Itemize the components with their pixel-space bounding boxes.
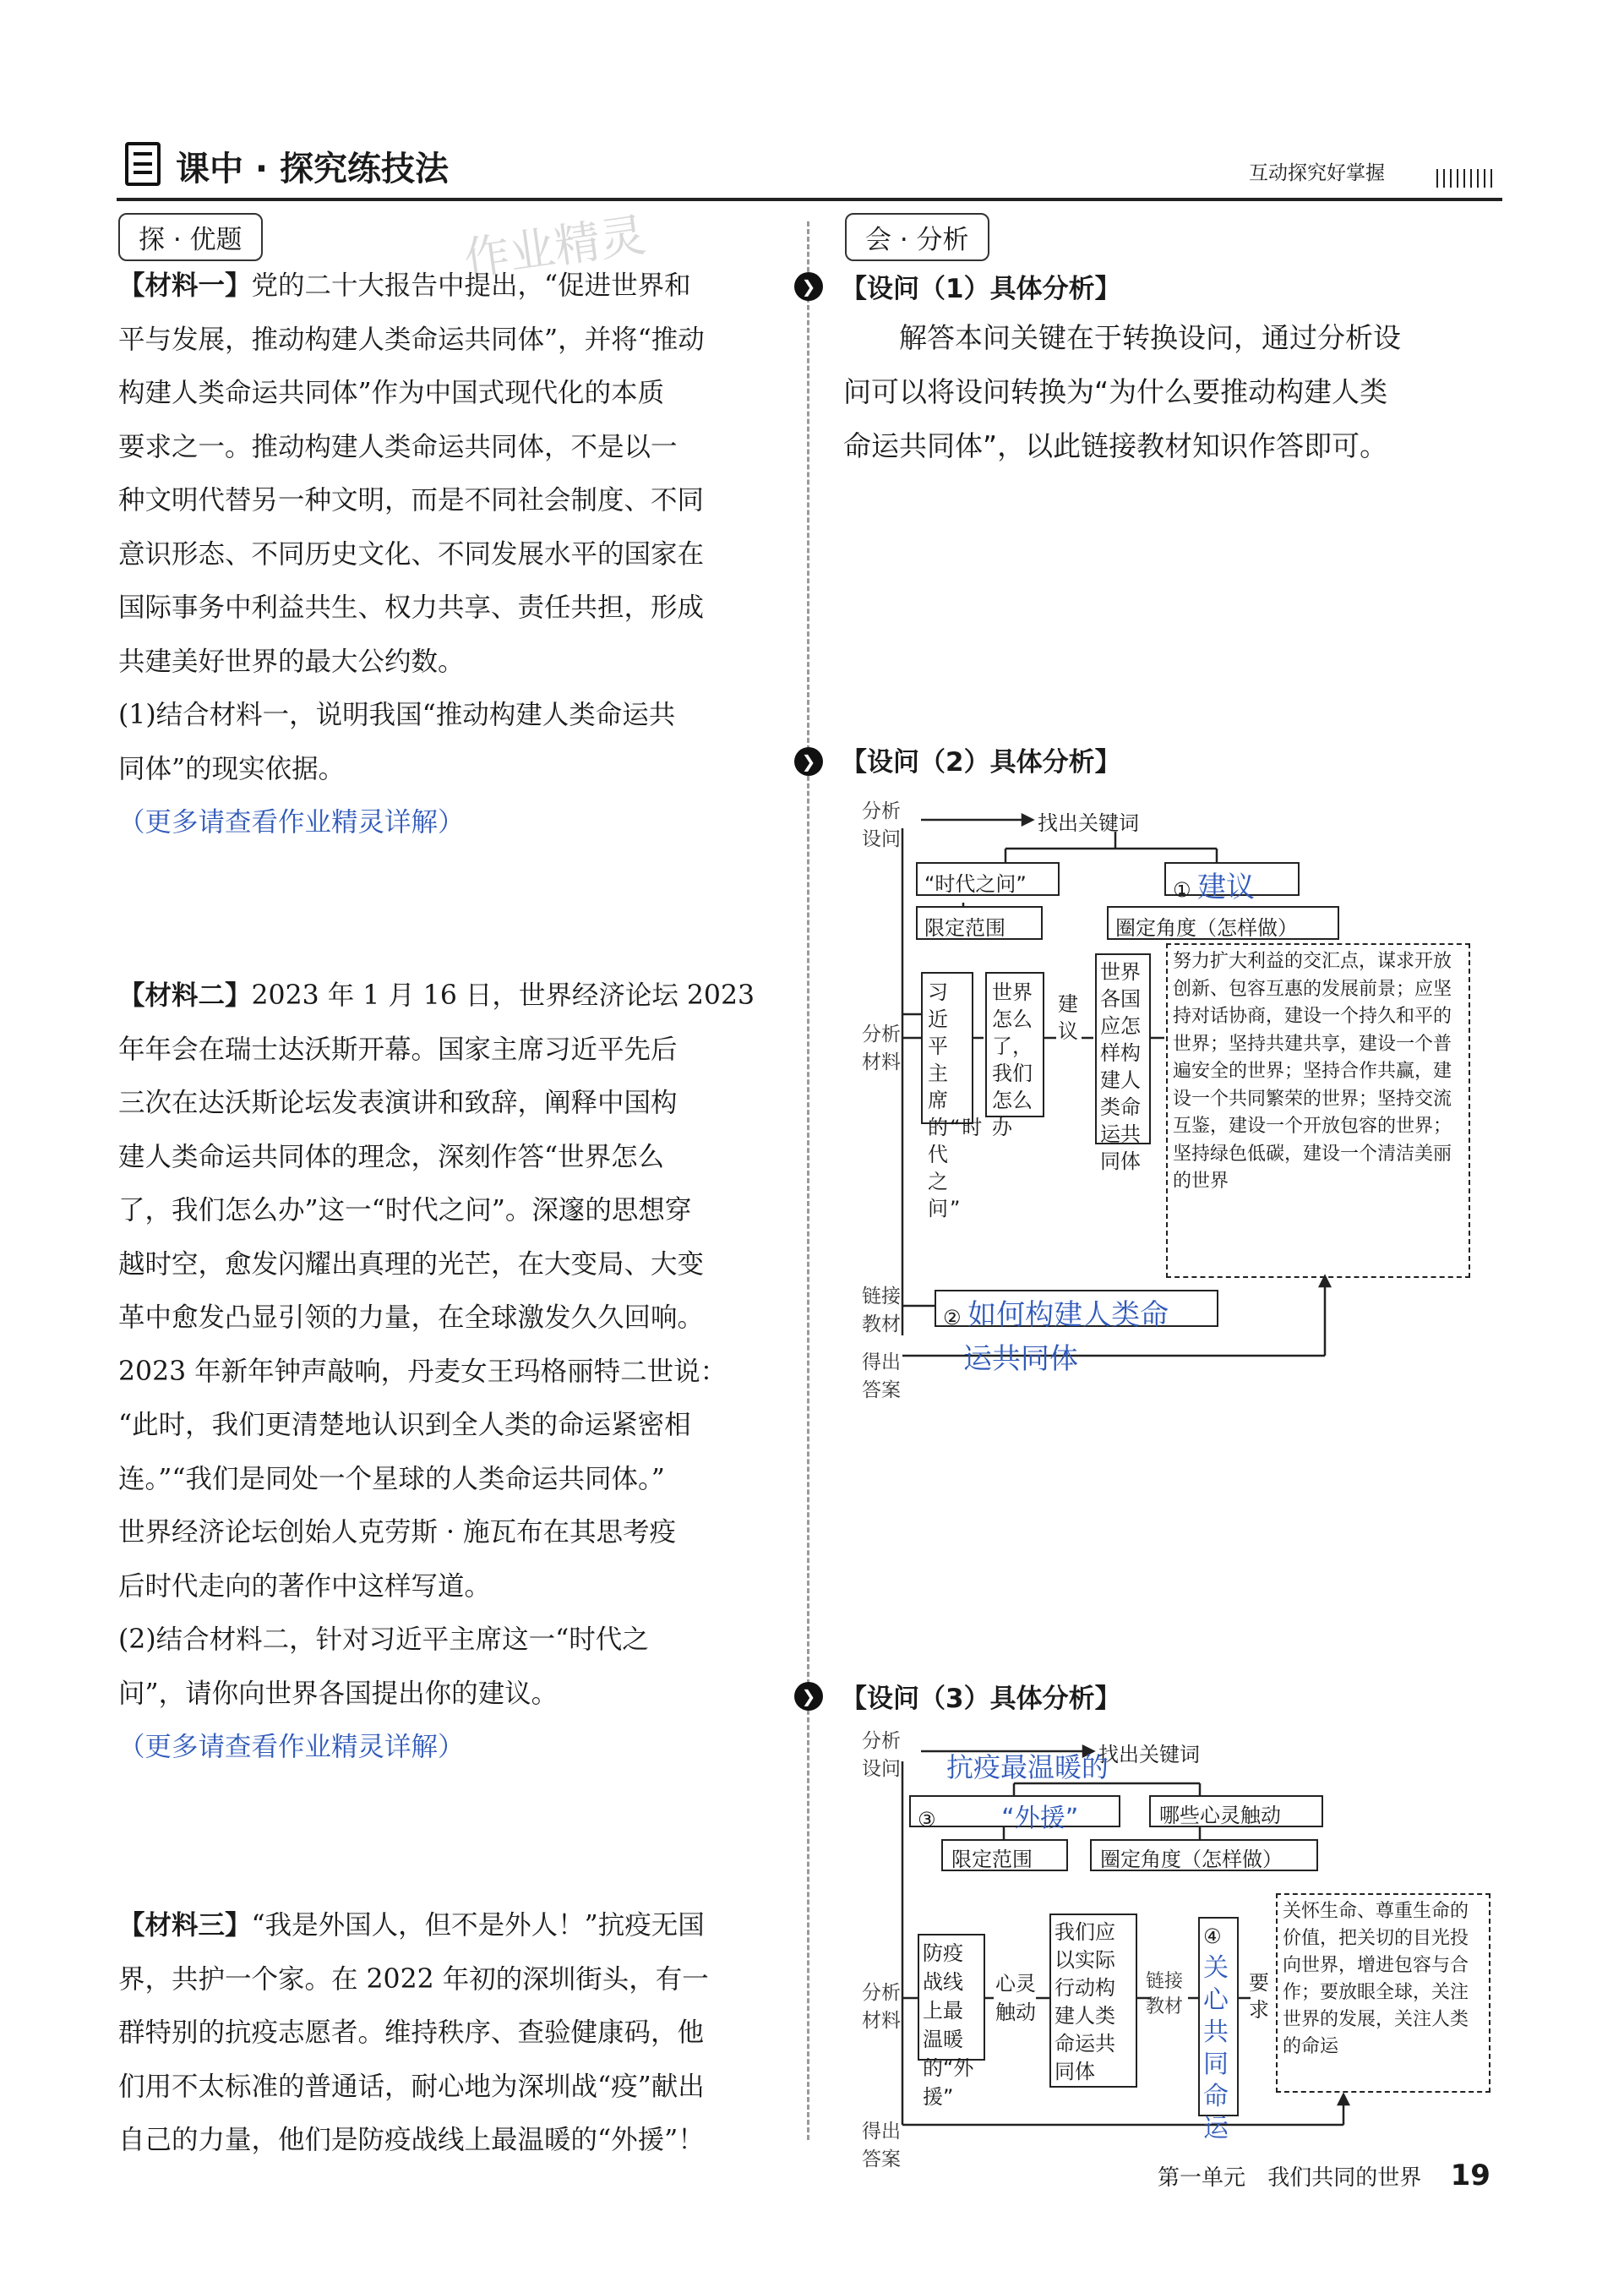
d3-chain-1: 防疫战线上最温暖的“外援”: [918, 1934, 985, 2061]
analysis-2-heading: 【设问（2）具体分析】: [841, 747, 1121, 778]
material-one-label: 【材料一】: [118, 270, 252, 301]
d3-answer-box-3: ③ “外援”: [909, 1795, 1120, 1827]
diagram-3: [862, 1728, 1521, 2176]
d3-chain-3: 我们应以实际行动构建人类命运共同体: [1049, 1914, 1137, 2088]
d3-analyze-material: 分析 材料: [862, 1982, 901, 2032]
d2-get-answer: 得出 答案: [862, 1351, 901, 1401]
arrow-icon-1: ❯: [794, 272, 823, 301]
arrow-icon-3: ❯: [794, 1682, 823, 1711]
material-three: 【材料三】“我是外国人，但不是外人！”抗疫无国 界，共护一个家。在 2022 年初的深圳街头，有一 群特别的抗疫志愿者。维持秩序、查验健康码，他 们用不太标准的普通话，耐心地为深圳战“疫”献出 自己的力量，他们是防疫战线上最温暖的“外援”！: [118, 1909, 709, 2155]
d2-answer-box-2: ② 如何构建人类命: [935, 1290, 1218, 1327]
analysis-3-heading: 【设问（3）具体分析】: [841, 1684, 1121, 1714]
d3-analyze-question: 分析 设问: [862, 1730, 901, 1780]
header-rule: [117, 198, 1502, 201]
analysis-1-heading: 【设问（1）具体分析】: [841, 274, 1121, 304]
diagram-2: [862, 794, 1521, 1403]
more-link-2[interactable]: （更多请查看作业精灵详解）: [118, 1732, 465, 1762]
material-one: 【材料一】党的二十大报告中提出，“促进世界和 平与发展，推动构建人类命运共同体”，并将“推动 构建人类命运共同体”作为中国式现代化的本质 要求之一。推动构建人类命运共同体，不是以一 种文明代替另一种文明，而是不同社会制度、不同 意识形态、不同历史文化、不同发展水平的国家在 国际事务中利益共生、权力共享、责任共担，形成 共建美好世界的最大公约数。 (1)结合材料一，说明我国“推动构建人类命运共 同体”的现实依据。 （更多请查看作业精灵详解）: [118, 259, 794, 850]
d3-link-textbook: 链接教材: [1146, 1971, 1184, 2017]
d3-requirement: 要求: [1249, 1971, 1269, 2022]
analysis-1-text: 解答本问关键在于转换设问，通过分析设 问可以将设问转换为“为什么要推动构建人类 命运共同体”，以此链接教材知识作答即可。: [843, 321, 1401, 462]
header-ruler: [1436, 169, 1496, 188]
d2-limit-scope: 限定范围: [916, 906, 1043, 940]
material-two-label: 【材料二】: [118, 980, 252, 1011]
d2-chain-2: 世界怎么了，我们怎么办: [985, 972, 1044, 1117]
header-subtitle: 互动探究好掌握: [1249, 162, 1385, 184]
arrow-icon-2: ❯: [794, 747, 823, 776]
d3-find-keywords: 找出关键词: [1098, 1743, 1200, 1766]
tag-tan-youti: 探 · 优题: [118, 213, 263, 261]
d2-analyze-material: 分析 材料: [862, 1024, 901, 1073]
d2-answer-box-1: ① 建议: [1164, 862, 1300, 896]
d3-get-answer: 得出 答案: [862, 2121, 901, 2170]
question-1: (1)结合材料一，说明我国“推动构建人类命运共: [118, 700, 676, 730]
d3-heart-touch: 哪些心灵触动: [1149, 1795, 1323, 1827]
d2-angle: 圈定角度（怎样做）: [1107, 906, 1339, 940]
d3-answer-box: 关怀生命、尊重生命的价值，把关切的目光投向世界，增进包容与合作；要放眼全球，关注世界的发展，关注人类的命运: [1276, 1893, 1490, 2093]
d3-angle: 圈定角度（怎样做）: [1090, 1839, 1318, 1871]
d2-link-textbook: 链接 教材: [862, 1286, 901, 1335]
d2-time-question: “时代之问”: [916, 862, 1060, 896]
more-link-1[interactable]: （更多请查看作业精灵详解）: [118, 807, 465, 838]
d2-chain-1: 习近平主席的“时代之问”: [921, 972, 973, 1124]
d2-chain-4: 世界各国应怎样构建人类命运共同体: [1095, 953, 1151, 1144]
d3-answer-box-4: ④ 关心共同命运: [1198, 1917, 1239, 2116]
d2-chain-3: 建议: [1058, 992, 1078, 1043]
material-two: 【材料二】2023 年 1 月 16 日，世界经济论坛 2023 年年会在瑞士达沃斯开幕。国家主席习近平先后 三次在达沃斯论坛发表演讲和致辞，阐释中国构 建人类命运共同体的理念，深刻作答“世界怎么 了，我们怎么办”这一“时代之问”。深邃的思想穿 越时空，愈发闪耀出真理的光芒，在大变局、大变 革中愈发凸显引领的力量，在全球激发久久回响。 2023 年新年钟声敲响，丹麦女王玛格丽特二世说： “此时，我们更清楚地认识到全人类的命运紧密相 连。”“我们是同处一个星球的人类命运共同体。” 世界经济论坛创始人克劳斯 · 施瓦布在其思考疫 后时代走向的著作中这样写道。 (2)结合材料二，针对习近平主席这一“时代之 问”，请你向世界各国提出你的建议。 （更多请查看作业精灵详解）: [118, 969, 794, 1775]
d2-suggestions-box: 努力扩大利益的交汇点，谋求开放创新、包容互惠的发展前景；应坚持对话协商，建设一个持久和平的世界；坚持共建共享，建设一个普遍安全的世界；坚持合作共赢，建设一个共同繁荣的世界；坚持交流互鉴，建设一个开放包容的世界；坚持绿色低碳，建设一个清洁美丽的世界: [1166, 943, 1470, 1278]
d3-answer-3-part1: 抗疫最温暖的: [946, 1751, 1109, 1783]
d3-limit-scope: 限定范围: [941, 1839, 1068, 1871]
d3-chain-2: 心灵触动: [995, 1972, 1036, 2024]
d2-answer-2-cont: 运共同体: [963, 1342, 1078, 1376]
tag-hui-fenxi: 会 · 分析: [845, 213, 989, 261]
page-number: 19: [1450, 2159, 1490, 2192]
footer-unit-title: 我们共同的世界: [1267, 2165, 1422, 2191]
column-divider: [807, 221, 809, 2140]
d2-analyze-question: 分析 设问: [862, 800, 901, 850]
page-title: 课中 · 探究练技法: [176, 150, 450, 188]
watermark: 作业精灵: [460, 208, 649, 287]
footer-unit: 第一单元: [1158, 2165, 1246, 2191]
question-2: (2)结合材料二，针对习近平主席这一“时代之: [118, 1624, 649, 1655]
d2-find-keywords: 找出关键词: [1038, 811, 1139, 835]
footer: [1158, 2159, 1490, 2192]
material-three-label: 【材料三】: [118, 1909, 252, 1941]
header-icon: [125, 142, 161, 186]
